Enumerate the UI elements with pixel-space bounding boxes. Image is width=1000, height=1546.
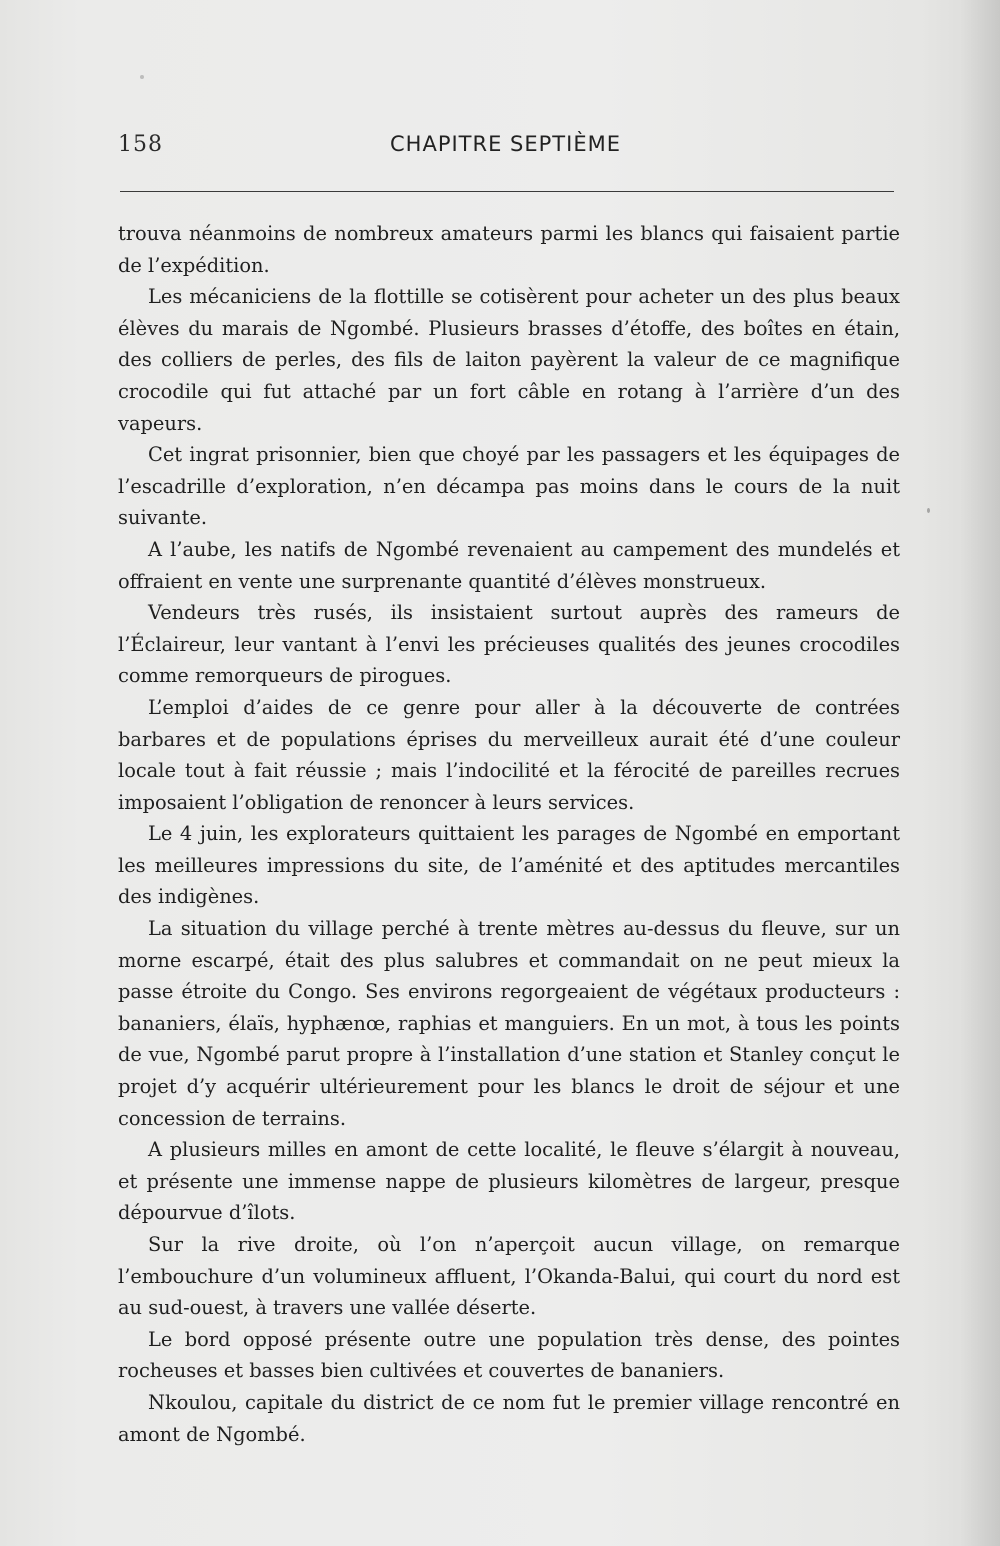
body-text	[118, 218, 900, 1450]
paragraph-2: Les mécaniciens de la flottille se cotisèrent pour acheter un des plus beaux élèves du marais de Ngombé. Plusieurs brasses d’étoffe, des boîtes en étain, des colliers de perles, des fils de laiton payèrent la valeur de ce magnifique crocodile qui fut attaché par un fort câble en rotang à l’arrière d’un des vapeurs.	[118, 285, 900, 435]
paper-speck	[927, 508, 930, 513]
paragraph-7: Le 4 juin, les explorateurs quittaient les parages de Ngombé en emportant les meilleures impressions du site, de l’aménité et des aptitudes mercantiles des indigènes.	[118, 822, 900, 909]
page-edge-shadow	[960, 0, 1000, 1546]
paragraph-6: L’emploi d’aides de ce genre pour aller à la découverte de contrées barbares et de populations éprises du merveilleux aurait été d’une couleur locale tout à fait réussie ; mais l’indocilité et la férocité de pareilles recrues imposaient l’obligation de renoncer à leurs services.	[118, 695, 900, 814]
paragraph-8: La situation du village perché à trente mètres au-dessus du fleuve, sur un morne escarpé, était des plus salubres et commandait on ne peut mieux la passe étroite du Congo. Ses environs regorgeaient de végétaux producteurs : bananiers, élaïs, hyphænœ, raphias et manguiers. En un mot, à tous les points de vue, Ngombé parut propre à l’installation d’une station et Stanley conçut le projet d’y acquérir ultérieurement pour les blancs le droit de séjour et une concession de terrains.	[118, 917, 900, 1130]
paper-speck	[140, 75, 144, 79]
paragraph-4: A l’aube, les natifs de Ngombé revenaient au campement des mundelés et offraient en vente une surprenante quantité d’élèves monstrueux.	[118, 537, 900, 593]
paragraph-3: Cet ingrat prisonnier, bien que choyé par les passagers et les équipages de l’escadrille d’exploration, n’en décampa pas moins dans le cours de la nuit suivante.	[118, 443, 900, 530]
paragraph-12: Nkoulou, capitale du district de ce nom fut le premier village rencontré en amont de Ngombé.	[118, 1390, 900, 1446]
paragraph-11: Le bord opposé présente outre une population très dense, des pointes rocheuses et basses bien cultivées et couvertes de bananiers.	[118, 1327, 900, 1383]
page-header	[118, 132, 893, 162]
running-title: CHAPITRE SEPTIÈME	[390, 132, 621, 156]
header-rule	[120, 191, 894, 192]
paragraph-10: Sur la rive droite, où l’on n’aperçoit aucun village, on remarque l’embouchure d’un volumineux affluent, l’Okanda-Balui, qui court du nord est au sud-ouest, à travers une vallée déserte.	[118, 1233, 900, 1320]
page-number: 158	[118, 132, 163, 157]
paragraph-1: trouva néanmoins de nombreux amateurs parmi les blancs qui faisaient partie de l’expédition.	[118, 222, 900, 277]
paragraph-5: Vendeurs très rusés, ils insistaient surtout auprès des rameurs de l’Éclaireur, leur vantant à l’envi les précieuses qualités des jeunes crocodiles comme remorqueurs de pirogues.	[118, 601, 900, 688]
paragraph-9: A plusieurs milles en amont de cette localité, le fleuve s’élargit à nouveau, et présente une immense nappe de plusieurs kilomètres de largeur, presque dépourvue d’îlots.	[118, 1138, 900, 1225]
